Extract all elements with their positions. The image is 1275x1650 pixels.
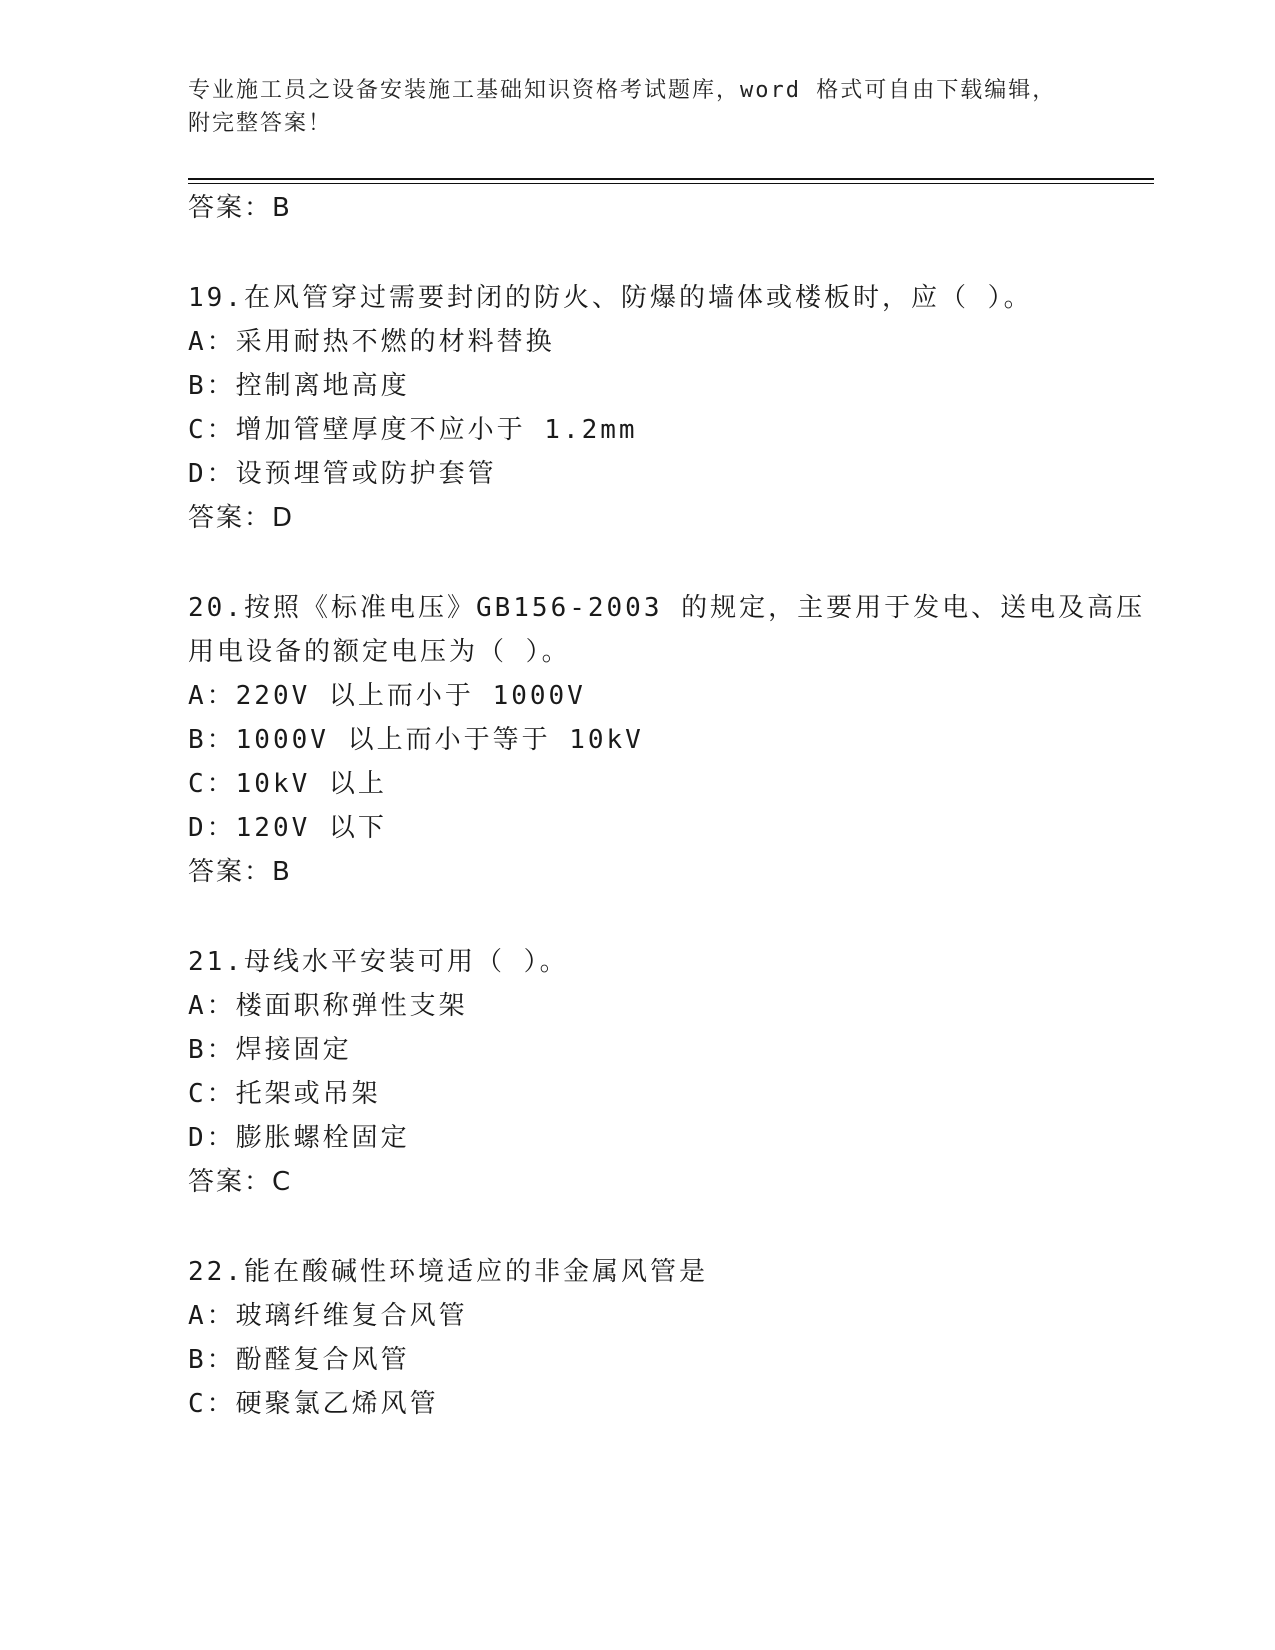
question-22-option-c: C：硬聚氯乙烯风管 (188, 1389, 439, 1419)
question-22-stem: 22.能在酸碱性环境适应的非金属风管是 (188, 1257, 708, 1287)
question-20-stem-line-1: 20.按照《标准电压》GB156-2003 的规定，主要用于发电、送电及高压 (188, 593, 1146, 623)
question-21-answer: 答案：C (188, 1167, 293, 1197)
header-divider-thin (188, 183, 1154, 184)
header-line-1: 专业施工员之设备安装施工基础知识资格考试题库，word 格式可自由下载编辑， (188, 78, 1057, 103)
question-22-option-a: A：玻璃纤维复合风管 (188, 1301, 468, 1331)
question-20-option-c: C：10kV 以上 (188, 769, 387, 799)
question-20-answer: 答案：B (188, 857, 292, 887)
question-19-answer: 答案：D (188, 503, 295, 533)
question-20-option-d: D：120V 以下 (188, 813, 387, 843)
question-19-option-a: A：采用耐热不燃的材料替换 (188, 327, 555, 357)
question-21-option-a: A：楼面职称弹性支架 (188, 991, 468, 1021)
question-19-stem: 19.在风管穿过需要封闭的防火、防爆的墙体或楼板时，应（ ）。 (188, 283, 1033, 313)
header-line-2: 附完整答案！ (188, 111, 333, 136)
question-19-option-c: C：增加管壁厚度不应小于 1.2mm (188, 415, 638, 445)
question-21-option-b: B：焊接固定 (188, 1035, 352, 1065)
question-22-option-b: B：酚醛复合风管 (188, 1345, 410, 1375)
question-19-option-b: B：控制离地高度 (188, 371, 410, 401)
question-20-option-b: B：1000V 以上而小于等于 10kV (188, 725, 644, 755)
question-20-stem-line-2: 用电设备的额定电压为（ ）。 (188, 637, 571, 667)
header-divider-thick (188, 178, 1154, 180)
question-21-option-c: C：托架或吊架 (188, 1079, 381, 1109)
question-21-option-d: D：膨胀螺栓固定 (188, 1123, 410, 1153)
previous-answer: 答案：B (188, 193, 292, 223)
question-20-option-a: A：220V 以上而小于 1000V (188, 681, 586, 711)
question-21-stem: 21.母线水平安装可用（ ）。 (188, 947, 569, 977)
document-header (188, 74, 1068, 140)
question-19-option-d: D：设预埋管或防护套管 (188, 459, 497, 489)
